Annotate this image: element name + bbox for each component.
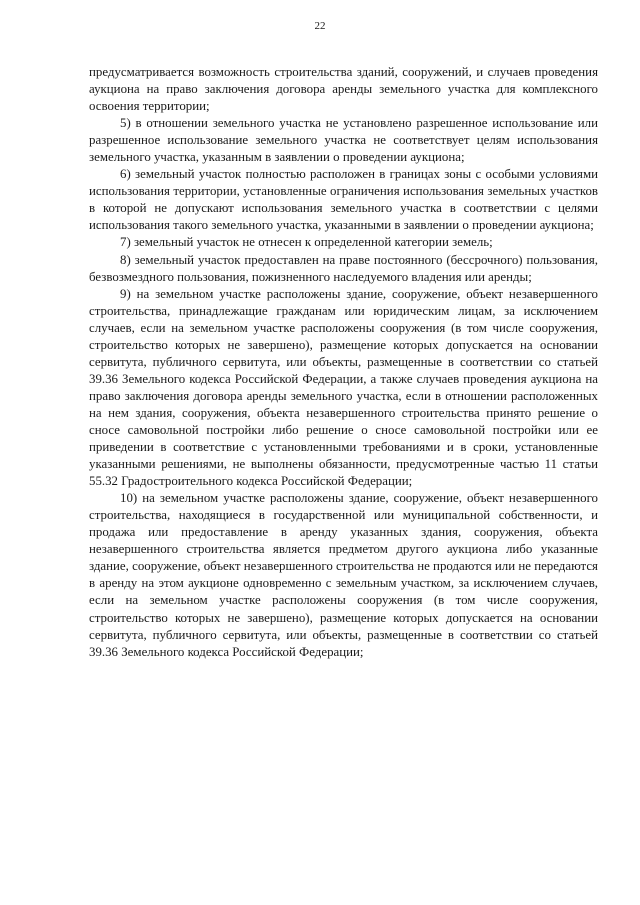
paragraph-item-5: 5) в отношении земельного участка не установлено разрешенное использование или разрешенное использование земельного участка не соответствует целям использования земельного участка, указанным в заявлении о проведении аукциона;	[89, 116, 598, 165]
paragraph-item-9: 9) на земельном участке расположены здание, сооружение, объект незавершенного строительства, принадлежащие гражданам или юридическим лицам, за исключением случаев, если на земельном участке расположены сооружения (в том числе сооружения, строительство которых не завершено), размещение которых допускается на основании сервитута, публичного сервитута, или объекты, размещенные в соответствии со статьей 39.36 Земельного кодекса Российской Федерации, а также случаев проведения аукциона на право заключения договора аренды земельного участка, если в отношении расположенных на нем здания, сооружения, объекта незавершенного строительства принято решение о сносе самовольной постройки либо решение о сносе самовольной постройки или ее приведении в соответствие с установленными требованиями и в сроки, установленные указанными решениями, не выполнены обязанности, предусмотренные частью 11 статьи 55.32 Градостроительного кодекса Российской Федерации;	[89, 286, 598, 489]
paragraph-item-6: 6) земельный участок полностью расположен в границах зоны с особыми условиями использования территории, установленные ограничения использования земельных участков в которой не допускают использования земельного участка в соответствии с целями использования такого земельного участка, указанными в заявлении о проведении аукциона;	[89, 167, 598, 233]
paragraph-item-8: 8) земельный участок предоставлен на праве постоянного (бессрочного) пользования, безвозмездного пользования, пожизненного наследуемого владения или аренды;	[89, 252, 598, 284]
page-number: 22	[314, 20, 326, 32]
paragraph-continuation: предусматривается возможность строительства зданий, сооружений, и случаев проведения аукциона на право заключения договора аренды земельного участка для комплексного освоения территории;	[89, 65, 598, 114]
paragraph-item-7: 7) земельный участок не отнесен к определенной категории земель;	[120, 235, 493, 250]
paragraph-item-10: 10) на земельном участке расположены здание, сооружение, объект незавершенного строительства, находящиеся в государственной или муниципальной собственности, и продажа или предоставление в аренду указанных здания, сооружения, объекта незавершенного строительства является предметом другого аукциона либо указанные здание, сооружение, объект незавершенного строительства не продаются или не передаются в аренду на этом аукционе одновременно с земельным участком, за исключением случаев, если на земельном участке расположены сооружения (в том числе сооружения, строительство которых не завершено), размещение которых допускается на основании сервитута, публичного сервитута, или объекты, размещенные в соответствии со статьей 39.36 Земельного кодекса Российской Федерации;	[89, 491, 598, 659]
document-body	[89, 64, 598, 661]
